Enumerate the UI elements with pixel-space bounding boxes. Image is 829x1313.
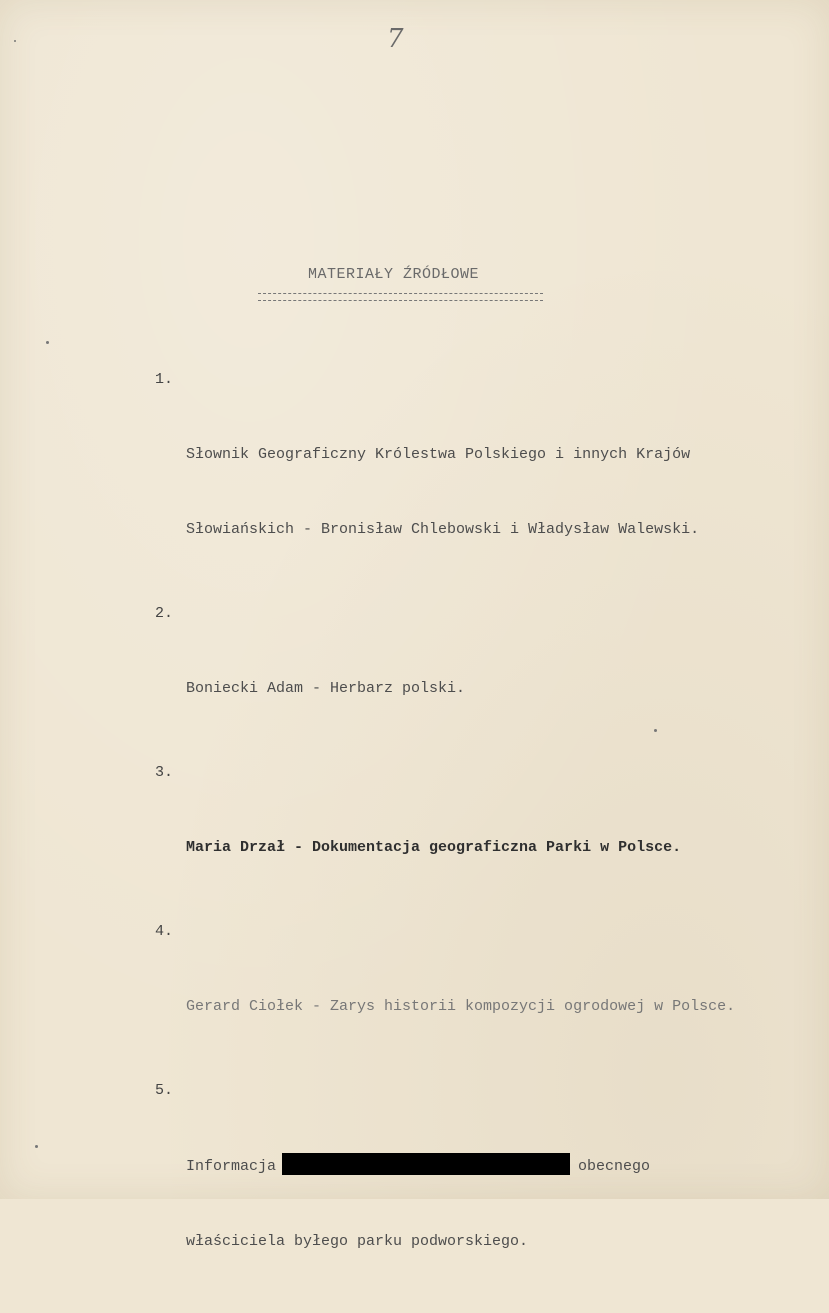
paper-speck — [654, 729, 657, 732]
source-text-before-redaction: Informacja — [186, 1158, 277, 1175]
source-text-line — [186, 1153, 805, 1179]
source-item-1 — [155, 367, 805, 592]
page-number: 7 — [387, 24, 404, 54]
source-text-line: Maria Drzał - Dokumentacja geograficzna Parki w Polsce. — [186, 839, 682, 856]
source-item-3 — [155, 760, 805, 910]
title-underline — [258, 293, 543, 301]
source-item-5 — [155, 1078, 805, 1304]
source-text-after-redaction: obecnego — [578, 1158, 651, 1175]
source-text-line: Słowiańskich - Bronisław Chlebowski i Władysław Walewski. — [186, 521, 700, 538]
source-number: 3. — [155, 764, 174, 781]
source-item-4 — [155, 919, 805, 1069]
page-title: MATERIAŁY ŹRÓDŁOWE — [308, 266, 480, 283]
paper-speck — [35, 1145, 38, 1148]
source-text-line: właściciela byłego parku podworskiego. — [186, 1233, 529, 1250]
source-number: 5. — [155, 1082, 174, 1099]
source-list — [155, 367, 805, 1313]
paper-speck — [46, 341, 49, 344]
source-text-line: Słownik Geograficzny Królestwa Polskiego i innych Krajów — [186, 446, 691, 463]
source-text-line: Boniecki Adam - Herbarz polski. — [186, 680, 466, 697]
redaction-bar — [282, 1153, 570, 1175]
source-number: 1. — [155, 371, 174, 388]
paper-speck — [14, 40, 16, 42]
source-item-2 — [155, 601, 805, 751]
source-text-line: Gerard Ciołek - Zarys historii kompozycji ogrodowej w Polsce. — [186, 998, 736, 1015]
source-number: 2. — [155, 605, 174, 622]
source-number: 4. — [155, 923, 174, 940]
